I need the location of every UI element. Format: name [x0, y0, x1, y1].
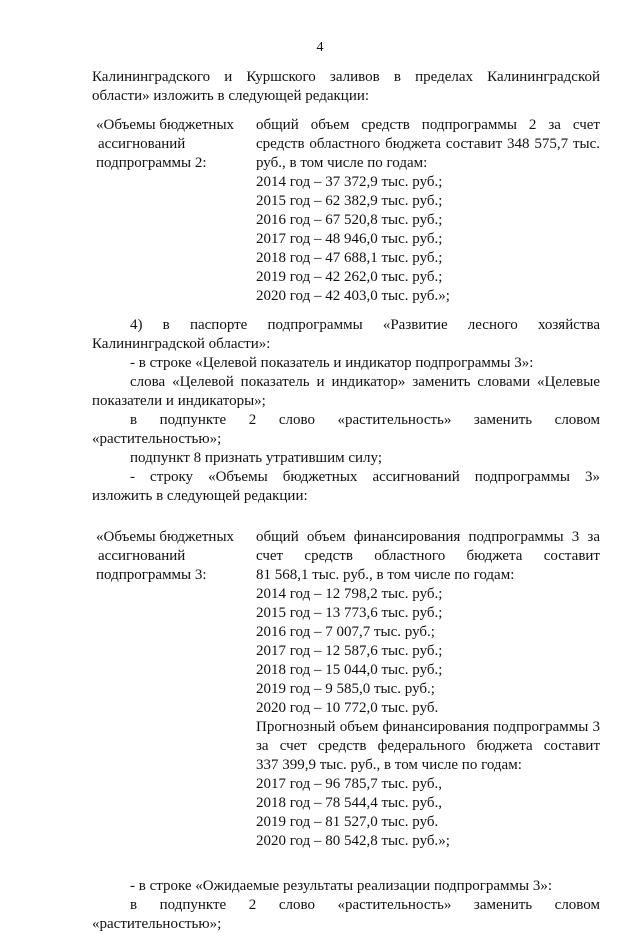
label-line: ассигнований: [98, 548, 186, 564]
year-line: 2020 год – 10 772,0 тыс. руб.: [256, 700, 439, 716]
year-line: 2017 год – 12 587,6 тыс. руб.;: [256, 643, 443, 659]
section4-p4-line2: «растительностью»;: [92, 431, 222, 447]
year-line: 2014 год – 37 372,9 тыс. руб.;: [256, 174, 443, 190]
value-line: 81 568,1 тыс. руб., в том числе по годам:: [256, 567, 515, 583]
label-line: «Объемы бюджетных: [96, 529, 235, 545]
value-line: руб., в том числе по годам:: [256, 155, 428, 171]
value-line: счет средств областного бюджета составит: [256, 548, 600, 564]
budget-row-subprogram-2: [92, 116, 600, 306]
forecast-year-line: 2020 год – 80 542,8 тыс. руб.»;: [256, 833, 450, 849]
forecast-year-line: 2017 год – 96 785,7 тыс. руб.,: [256, 776, 443, 792]
forecast-year-line: 2018 год – 78 544,4 тыс. руб.,: [256, 795, 443, 811]
value-line: средств областного бюджета составит 348 575,7 тыс.: [256, 136, 600, 152]
section4-p3-line2: показатели и индикаторы»;: [92, 393, 266, 409]
year-line: 2018 год – 15 044,0 тыс. руб.;: [256, 662, 443, 678]
label-line: «Объемы бюджетных: [96, 117, 235, 133]
intro-line-2: области» изложить в следующей редакции:: [92, 88, 370, 104]
tail-p1: - в строке «Ожидаемые результаты реализации подпрограммы 3»:: [130, 878, 552, 894]
document-body: [92, 68, 600, 934]
tail-p2-line1: в подпункте 2 слово «растительность» заменить словом: [130, 897, 600, 913]
year-line: 2016 год – 67 520,8 тыс. руб.;: [256, 212, 443, 228]
forecast-year-line: 2019 год – 81 527,0 тыс. руб.: [256, 814, 439, 830]
section4-p1-line1: 4) в паспорте подпрограммы «Развитие лесного хозяйства: [130, 317, 600, 333]
year-line: 2015 год – 13 773,6 тыс. руб.;: [256, 605, 443, 621]
forecast-line: 337 399,9 тыс. руб., в том числе по годам:: [256, 757, 522, 773]
label-line: подпрограммы 2:: [96, 155, 207, 171]
budget-label-2: [92, 116, 256, 306]
forecast-line: Прогнозный объем финансирования подпрограммы 3: [256, 719, 600, 735]
year-line: 2016 год – 7 007,7 тыс. руб.;: [256, 624, 435, 640]
section4-p6-line2: изложить в следующей редакции:: [92, 488, 308, 504]
year-line: 2015 год – 62 382,9 тыс. руб.;: [256, 193, 443, 209]
value-line: общий объем финансирования подпрограммы 3 за: [256, 529, 600, 545]
budget-value-2: [256, 116, 600, 306]
label-line: подпрограммы 3:: [96, 567, 207, 583]
year-line: 2020 год – 42 403,0 тыс. руб.»;: [256, 288, 450, 304]
section4-p2: - в строке «Целевой показатель и индикатор подпрограммы 3»:: [130, 355, 534, 371]
section4-p1-line2: Калининградской области»:: [92, 336, 271, 352]
budget-value-3: [256, 528, 600, 851]
section4-p3-line1: слова «Целевой показатель и индикатор» заменить словами «Целевые: [130, 374, 600, 390]
forecast-line: за счет средств федерального бюджета составит: [256, 738, 600, 754]
budget-label-3: [92, 528, 256, 851]
label-line: ассигнований: [98, 136, 186, 152]
value-line: общий объем средств подпрограммы 2 за счет: [256, 117, 600, 133]
section4-p4-line1: в подпункте 2 слово «растительность» заменить словом: [130, 412, 600, 428]
page-number: 4: [316, 40, 324, 55]
budget-row-subprogram-3: [92, 528, 600, 851]
tail-p2-line2: «растительностью»;: [92, 916, 222, 932]
section4-p6-line1: - строку «Объемы бюджетных ассигнований подпрограммы 3»: [130, 469, 600, 485]
year-line: 2018 год – 47 688,1 тыс. руб.;: [256, 250, 443, 266]
year-line: 2017 год – 48 946,0 тыс. руб.;: [256, 231, 443, 247]
year-line: 2019 год – 42 262,0 тыс. руб.;: [256, 269, 443, 285]
section4-p5: подпункт 8 признать утратившим силу;: [130, 450, 382, 466]
intro-line-1: Калининградского и Куршского заливов в пределах Калининградской: [92, 69, 600, 85]
year-line: 2019 год – 9 585,0 тыс. руб.;: [256, 681, 435, 697]
year-line: 2014 год – 12 798,2 тыс. руб.;: [256, 586, 443, 602]
